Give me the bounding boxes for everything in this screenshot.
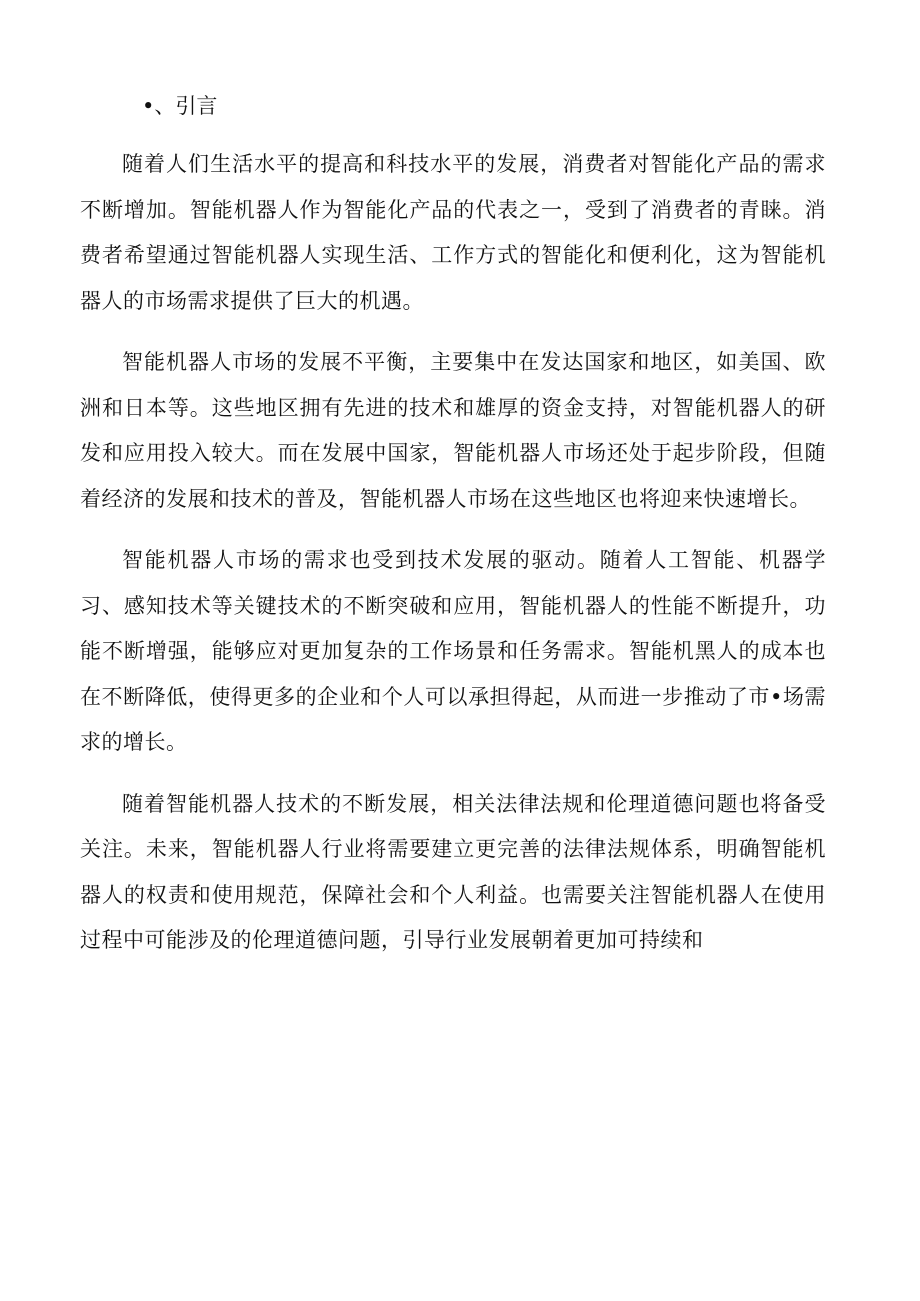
section-heading: •、引言	[142, 94, 218, 118]
body-text	[80, 142, 826, 980]
paragraph-1: 随着人们生活水平的提高和科技水平的发展，消费者对智能化产品的需求不断增加。智能机器人作为智能化产品的代表之一，受到了消费者的青睐。消费者希望通过智能机器人实现生活、工作方式的智能化和便利化，这为智能机器人的市场需求提供了巨大的机遇。	[80, 152, 826, 313]
paragraph-2: 智能机器人市场的发展不平衡，主要集中在发达国家和地区，如美国、欧洲和日本等。这些地区拥有先进的技术和雄厚的资金支持，对智能机器人的研发和应用投入较大。而在发展中国家，智能机器人市场还处于起步阶段，但随着经济的发展和技术的普及，智能机器人市场在这些地区也将迎来快速增长。	[80, 350, 826, 511]
paragraph-3: 智能机器人市场的需求也受到技术发展的驱动。随着人工智能、机器学习、感知技术等关键技术的不断突破和应用，智能机器人的性能不断提升，功能不断增强，能够应对更加复杂的工作场景和任务需求。智能机黑人的成本也在不断降低，使得更多的企业和个人可以承担得起，从而进一步推动了市•场需求的增长。	[80, 548, 826, 754]
paragraph-4: 随着智能机器人技术的不断发展，相关法律法规和伦理道德问题也将备受关注。未来，智能机器人行业将需要建立更完善的法律法规体系，明确智能机器人的权责和使用规范，保障社会和个人利益。也需要关注智能机器人在使用过程中可能涉及的伦理道德问题，引导行业发展朝着更加可持续和	[80, 791, 826, 952]
